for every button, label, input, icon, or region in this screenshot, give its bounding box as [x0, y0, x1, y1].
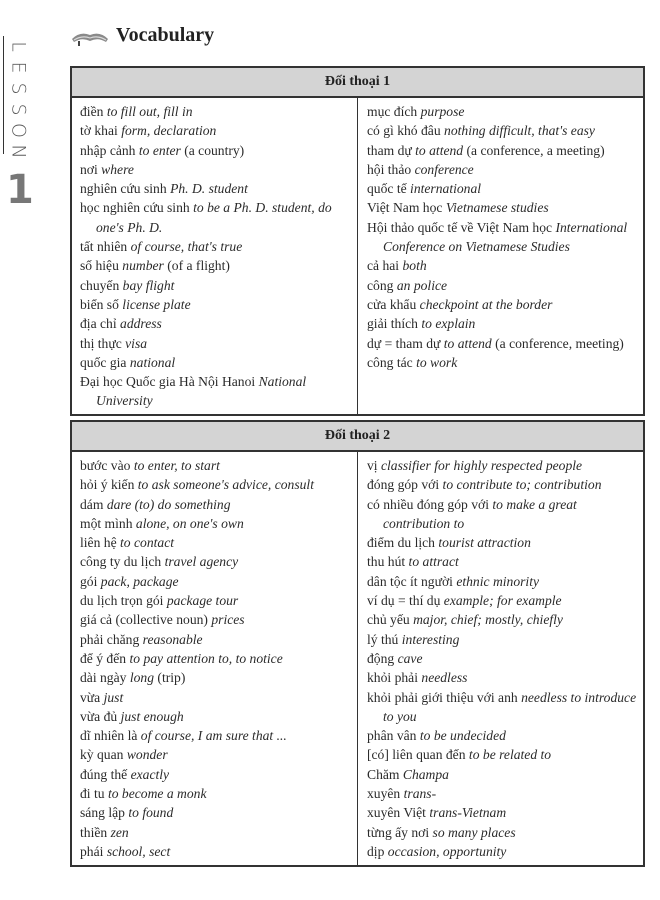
lesson-letter: S — [7, 103, 30, 116]
vocab-entry — [80, 630, 357, 649]
vocab-entry — [80, 495, 357, 514]
english-gloss: to fill out, fill in — [106, 104, 193, 119]
vietnamese-term: một mình — [80, 515, 133, 531]
vocab-entry — [367, 765, 643, 784]
vocab-entry — [367, 610, 643, 629]
english-gloss: to be related to — [468, 747, 552, 763]
vietnamese-term: phân vân — [367, 728, 417, 744]
vocab-entry — [80, 179, 357, 198]
vietnamese-term: biển số — [80, 296, 119, 312]
right-column — [358, 98, 643, 414]
vietnamese-term: dĩ nhiên là — [80, 728, 138, 744]
vocab-entry — [80, 765, 357, 784]
english-gloss: just — [103, 689, 124, 705]
vietnamese-term: đúng thế — [80, 766, 128, 782]
english-gloss: where — [101, 161, 134, 177]
english-gloss: needless — [421, 670, 468, 686]
vocab-entry — [80, 314, 357, 333]
vietnamese-term: gói — [80, 573, 98, 589]
english-gloss: to contact — [120, 535, 175, 551]
vietnamese-term: xuyên — [367, 786, 401, 802]
vietnamese-term: sáng lập — [80, 805, 125, 821]
gloss-note: (of a flight) — [163, 258, 230, 274]
english-gloss: address — [120, 316, 162, 332]
english-gloss: to ask someone's advice, consult — [137, 477, 314, 493]
vocab-entry — [80, 707, 357, 726]
english-gloss: an police — [396, 277, 448, 293]
vietnamese-term: điền — [80, 104, 104, 119]
english-gloss: to pay attention to, to notice — [129, 650, 283, 666]
vocab-entry — [367, 495, 643, 534]
vietnamese-term: liên hệ — [80, 535, 117, 551]
vietnamese-term: tờ khai — [80, 123, 118, 139]
vocab-entry — [367, 533, 643, 552]
vocab-entry — [367, 198, 643, 217]
vocab-entry — [80, 649, 357, 668]
english-gloss: of course, that's true — [130, 239, 243, 255]
vocab-entry — [367, 688, 643, 727]
vietnamese-term: thu hút — [367, 554, 406, 570]
vietnamese-term: chuyến — [80, 277, 120, 293]
vocab-entry — [80, 533, 357, 552]
vocab-entry — [367, 475, 643, 494]
vocab-entry — [80, 668, 357, 687]
english-gloss: interesting — [401, 631, 460, 647]
gloss-note: (a country) — [180, 142, 245, 158]
vietnamese-term: lý thú — [367, 631, 399, 647]
vietnamese-term: có gì khó đâu — [367, 123, 441, 139]
english-gloss: cave — [397, 650, 423, 666]
vocab-entry — [367, 572, 643, 591]
vietnamese-term: ví dụ = thí dụ — [367, 593, 441, 609]
english-gloss: form, declaration — [121, 123, 217, 139]
vocab-entry — [80, 823, 357, 842]
vietnamese-term: vừa đủ — [80, 708, 118, 724]
english-gloss: occasion, opportunity — [387, 843, 507, 859]
vietnamese-term: Chăm — [367, 766, 400, 782]
vietnamese-term: chủ yếu — [367, 612, 410, 628]
vocab-entry — [367, 160, 643, 179]
vietnamese-term: để ý đến — [80, 650, 127, 666]
vietnamese-term: dự = tham dự — [367, 335, 441, 351]
vocab-entry — [367, 353, 643, 372]
vietnamese-term: phái — [80, 843, 104, 859]
vocab-entry — [367, 141, 643, 160]
english-gloss: reasonable — [142, 631, 203, 647]
vocab-entry — [80, 726, 357, 745]
vocab-entry — [367, 630, 643, 649]
lesson-divider — [3, 36, 4, 154]
vietnamese-term: thiền — [80, 824, 108, 840]
vietnamese-term: tất nhiên — [80, 239, 128, 255]
vocab-entry — [367, 552, 643, 571]
english-gloss: bay flight — [122, 277, 175, 293]
lesson-label — [8, 36, 28, 162]
english-gloss: major, chief; mostly, chiefly — [413, 612, 563, 628]
english-gloss: classifier for highly respected people — [380, 458, 583, 473]
english-gloss: Champa — [402, 766, 449, 782]
vocab-entry — [367, 102, 643, 121]
english-gloss: to attend — [443, 335, 492, 351]
english-gloss: wonder — [126, 747, 168, 763]
vocab-entry — [80, 141, 357, 160]
english-gloss: to enter, to start — [133, 458, 220, 473]
vocab-entry — [367, 784, 643, 803]
vietnamese-term: nhập cảnh — [80, 142, 136, 158]
english-gloss: just enough — [120, 708, 184, 724]
table-header: Đối thoại 2 — [72, 422, 643, 452]
gloss-note: (a conference, a meeting) — [463, 142, 605, 158]
english-gloss: so many places — [432, 824, 516, 840]
vocab-entry — [80, 295, 357, 314]
english-gloss: to explain — [421, 316, 476, 332]
english-gloss: to attract — [408, 554, 459, 570]
vietnamese-term: dám — [80, 496, 104, 512]
english-gloss: to attend — [415, 142, 464, 158]
vietnamese-term: kỳ quan — [80, 747, 124, 763]
english-gloss: checkpoint at the border — [419, 296, 553, 312]
vietnamese-term: phải chăng — [80, 631, 140, 647]
vocab-entry — [80, 514, 357, 533]
vocab-entry — [367, 121, 643, 140]
english-gloss: trans- — [403, 786, 437, 802]
vocab-table-dialogue-2 — [70, 420, 645, 867]
right-column — [358, 452, 643, 865]
vocab-entry — [80, 160, 357, 179]
english-gloss: ethnic minority — [456, 573, 540, 589]
english-gloss: travel agency — [164, 554, 239, 570]
english-gloss: alone, on one's own — [135, 515, 244, 531]
lesson-letter: L — [7, 41, 30, 52]
vietnamese-term: Việt Nam học — [367, 200, 443, 216]
lesson-number: 1 — [6, 167, 34, 213]
vocab-entry — [367, 591, 643, 610]
lesson-letter: N — [7, 144, 30, 159]
section-heading — [70, 24, 214, 47]
english-gloss: pack, package — [100, 573, 179, 589]
vietnamese-term: từng ấy nơi — [367, 824, 430, 840]
vocab-entry — [367, 256, 643, 275]
vietnamese-term: đi tu — [80, 786, 105, 802]
english-gloss: number — [122, 258, 164, 274]
vocab-entry — [367, 649, 643, 668]
vietnamese-term: địa chỉ — [80, 316, 117, 332]
english-gloss: tourist attraction — [438, 535, 531, 551]
vocab-entry — [367, 314, 643, 333]
vocab-entry — [80, 198, 357, 237]
vocab-entry — [367, 276, 643, 295]
vietnamese-term: giải thích — [367, 316, 418, 332]
english-gloss: prices — [211, 612, 245, 628]
vocab-entry — [80, 745, 357, 764]
lesson-letter: E — [7, 61, 30, 74]
english-gloss: example; for example — [443, 593, 562, 609]
vietnamese-term: du lịch trọn gói — [80, 593, 164, 609]
english-gloss: needless to introduce to you — [383, 689, 637, 724]
vocab-entry — [367, 334, 643, 353]
vietnamese-term: công tác — [367, 354, 413, 370]
english-gloss: to contribute to; contribution — [442, 477, 602, 493]
vietnamese-term: điểm du lịch — [367, 535, 435, 551]
vocab-entry — [80, 256, 357, 275]
left-column — [72, 452, 358, 865]
vietnamese-term: nghiên cứu sinh — [80, 181, 167, 197]
vocab-entry — [367, 803, 643, 822]
vocab-entry — [367, 295, 643, 314]
english-gloss: national — [129, 354, 176, 370]
english-gloss: Ph. D. student — [170, 181, 248, 197]
vocab-entry — [80, 610, 357, 629]
english-gloss: school, sect — [106, 843, 171, 859]
vietnamese-term: tham dự — [367, 142, 412, 158]
vocab-entry — [80, 552, 357, 571]
lesson-letter: S — [7, 82, 30, 95]
vietnamese-term: động — [367, 650, 395, 666]
vietnamese-term: cả hai — [367, 258, 400, 274]
english-gloss: trans-Vietnam — [429, 805, 507, 821]
english-gloss: license plate — [122, 296, 191, 312]
vocab-entry — [367, 726, 643, 745]
vocab-entry — [367, 218, 643, 257]
english-gloss: nothing difficult, that's easy — [444, 123, 595, 139]
english-gloss: visa — [125, 335, 148, 351]
vietnamese-term: thị thực — [80, 335, 122, 351]
vietnamese-term: có nhiều đóng góp với — [367, 496, 489, 512]
vietnamese-term: khỏi phải giới thiệu với anh — [367, 689, 518, 705]
vietnamese-term: Đại học Quốc gia Hà Nội Hanoi — [80, 374, 256, 390]
vietnamese-term: số hiệu — [80, 258, 119, 274]
vietnamese-term: Hội thảo quốc tế về Việt Nam học — [367, 219, 553, 235]
english-gloss: to work — [416, 354, 458, 370]
english-gloss: to found — [128, 805, 174, 821]
vocab-entry — [367, 823, 643, 842]
vietnamese-term: hội thảo — [367, 161, 412, 177]
vocab-entry — [80, 102, 357, 121]
vietnamese-term: dịp — [367, 843, 385, 859]
vietnamese-term: công — [367, 277, 394, 293]
english-gloss: zen — [110, 824, 129, 840]
english-gloss: package tour — [166, 593, 239, 609]
vocab-entry — [80, 688, 357, 707]
vocab-entry — [80, 572, 357, 591]
english-gloss: both — [402, 258, 427, 274]
vietnamese-term: mục đích — [367, 104, 418, 119]
vocab-entry — [367, 456, 643, 475]
vocab-entry — [367, 179, 643, 198]
left-column — [72, 98, 358, 414]
vocab-table-dialogue-1 — [70, 66, 645, 416]
vietnamese-term: dài ngày — [80, 670, 127, 686]
page-title: Vocabulary — [116, 24, 215, 46]
english-gloss: National University — [96, 374, 307, 409]
vietnamese-term: xuyên Việt — [367, 805, 426, 821]
english-gloss: to be a Ph. D. student, do one's Ph. D. — [96, 200, 332, 235]
vocab-entry — [80, 237, 357, 256]
vocab-entry — [80, 276, 357, 295]
open-book-icon — [70, 25, 110, 47]
vietnamese-term: hỏi ý kiến — [80, 477, 135, 493]
vietnamese-term: vị — [367, 458, 378, 473]
table-header: Đối thoại 1 — [72, 68, 643, 98]
english-gloss: long — [129, 670, 155, 686]
vocab-entry — [80, 475, 357, 494]
vietnamese-term: công ty du lịch — [80, 554, 162, 570]
vietnamese-term: [có] liên quan đến — [367, 747, 466, 763]
vocab-entry — [80, 353, 357, 372]
vocab-entry — [80, 456, 357, 475]
vocab-entry — [367, 745, 643, 764]
english-gloss: to become a monk — [107, 786, 207, 802]
vietnamese-term: bước vào — [80, 458, 131, 473]
vocab-entry — [367, 668, 643, 687]
english-gloss: to make a great contribution to — [383, 496, 577, 531]
english-gloss: of course, I am sure that ... — [140, 728, 287, 744]
vietnamese-term: cửa khẩu — [367, 296, 417, 312]
english-gloss: international — [410, 181, 482, 197]
vocab-entry — [80, 591, 357, 610]
english-gloss: International Conference on Vietnamese Studies — [383, 219, 628, 255]
lesson-letter: O — [7, 123, 30, 138]
vietnamese-term: giá cả (collective noun) — [80, 612, 208, 628]
vocab-entry — [80, 803, 357, 822]
vietnamese-term: quốc tế — [367, 181, 407, 197]
gloss-note: (trip) — [154, 670, 186, 686]
english-gloss: to be undecided — [419, 728, 506, 744]
vietnamese-term: dân tộc ít người — [367, 573, 453, 589]
vocab-entry — [80, 784, 357, 803]
vocab-entry — [80, 842, 357, 861]
vocab-entry — [80, 372, 357, 411]
vietnamese-term: vừa — [80, 689, 101, 705]
vocab-entry — [80, 334, 357, 353]
vietnamese-term: nơi — [80, 161, 98, 177]
vietnamese-term: khỏi phải — [367, 670, 418, 686]
vocab-entry — [367, 842, 643, 861]
vocab-entry — [80, 121, 357, 140]
english-gloss: conference — [414, 161, 474, 177]
english-gloss: purpose — [420, 104, 465, 119]
vietnamese-term: quốc gia — [80, 354, 127, 370]
english-gloss: exactly — [130, 766, 170, 782]
english-gloss: to enter — [138, 142, 181, 158]
vietnamese-term: học nghiên cứu sinh — [80, 200, 190, 216]
vietnamese-term: đóng góp với — [367, 477, 440, 493]
english-gloss: dare (to) do something — [106, 496, 231, 512]
english-gloss: Vietnamese studies — [445, 200, 549, 216]
gloss-note: (a conference, meeting) — [491, 335, 624, 351]
